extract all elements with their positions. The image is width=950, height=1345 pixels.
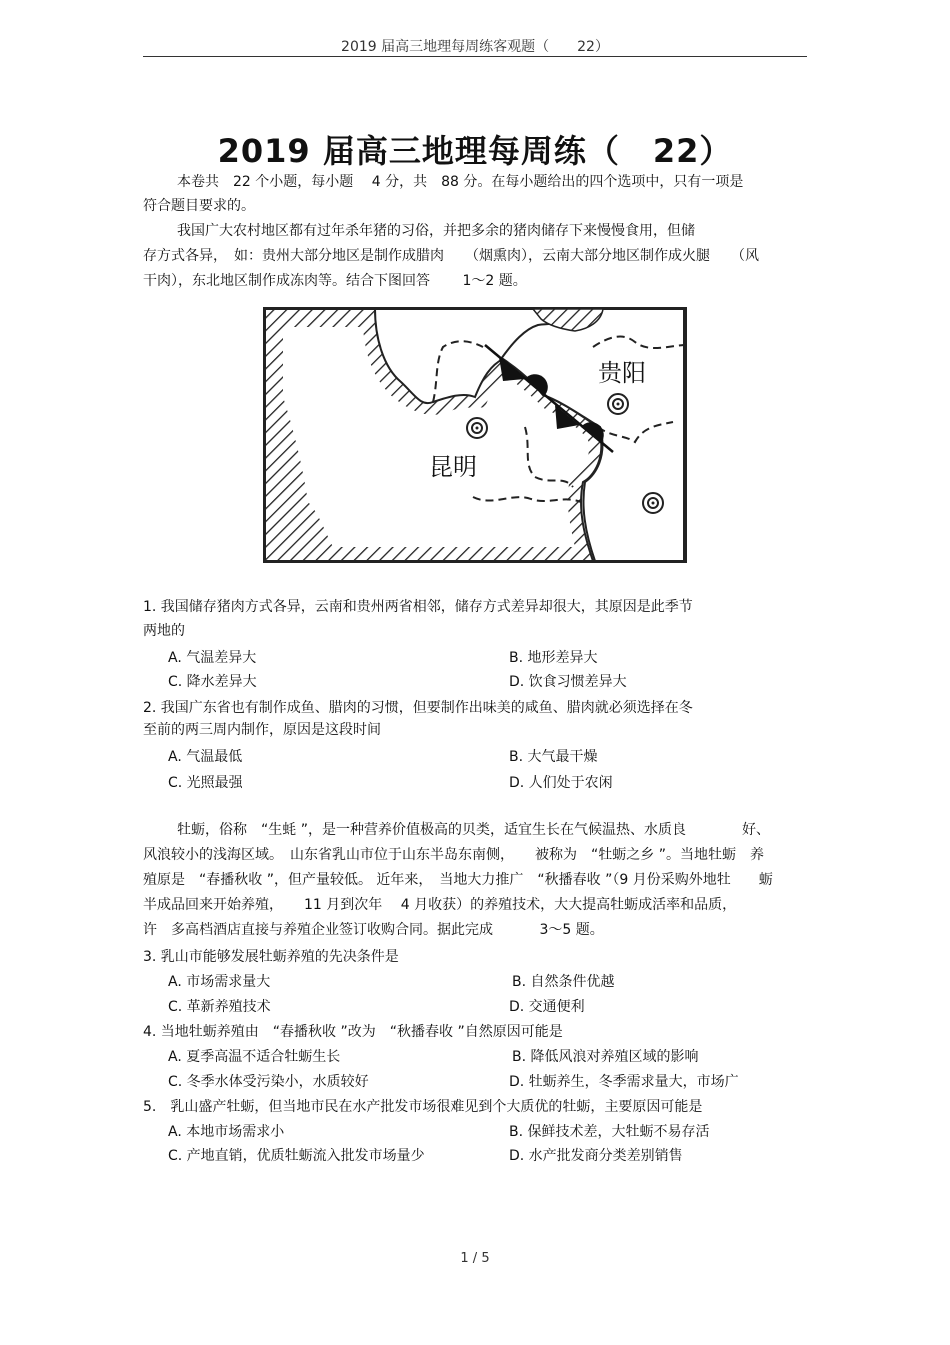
- intro-line-1: 本卷共 22 个小题，每小题 4 分，共 88 分。在每小题给出的四个选项中，只有一项是: [177, 174, 744, 190]
- passage1-line-1: 我国广大农村地区都有过年杀年猪的习俗，并把多余的猪肉储存下来慢慢食用，但储: [177, 223, 695, 239]
- q2-option-c: C. 光照最强: [168, 775, 243, 791]
- passage2-line-1: 牡蛎，俗称 “生蚝 ”，是一种营养价值极高的贝类，适宜生长在气候温热、水质良 好、: [177, 822, 770, 838]
- q2-option-b: B. 大气最干燥: [509, 749, 598, 765]
- q2-stem-line-2: 至前的两三周内制作，原因是这段时间: [143, 722, 381, 738]
- passage2-line-4: 半成品回来开始养殖， 11 月到次年 4 月收获）的养殖技术，大大提高牡蛎成活率和品质，: [143, 897, 737, 913]
- label-kunming: 昆明: [429, 453, 477, 481]
- intro-line-2: 符合题目要求的。: [143, 198, 255, 214]
- q1-stem-line-2: 两地的: [143, 623, 185, 639]
- passage2-line-5: 许 多高档酒店直接与养殖企业签订收购合同。据此完成 3～5 题。: [143, 922, 604, 938]
- q3-option-c: C. 革新养殖技术: [168, 999, 271, 1015]
- q2-option-a: A. 气温最低: [168, 749, 243, 765]
- page-title: 2019 届高三地理每周练（ 22）: [217, 132, 733, 170]
- q1-stem-line-1: 1. 我国储存猪肉方式各异，云南和贵州两省相邻，储存方式差异却很大，其原因是此季节: [143, 599, 693, 615]
- q4-option-a: A. 夏季高温不适合牡蛎生长: [168, 1049, 341, 1065]
- q1-option-d: D. 饮食习惯差异大: [509, 674, 627, 690]
- q4-stem: 4. 当地牡蛎养殖由 “春播秋收 ”改为 “秋播春收 ”自然原因可能是: [143, 1024, 563, 1040]
- q1-option-c: C. 降水差异大: [168, 674, 257, 690]
- q1-option-b: B. 地形差异大: [509, 650, 598, 666]
- q5-option-c: C. 产地直销，优质牡蛎流入批发市场量少: [168, 1148, 425, 1164]
- q5-option-d: D. 水产批发商分类差别销售: [509, 1148, 683, 1164]
- q4-option-d: D. 牡蛎养生，冬季需求量大，市场广: [509, 1074, 739, 1090]
- q2-option-d: D. 人们处于农闲: [509, 775, 613, 791]
- page-number: 1 / 5: [460, 1251, 490, 1266]
- guizhou-yunnan-map: [263, 307, 687, 569]
- q5-option-a: A. 本地市场需求小: [168, 1124, 285, 1140]
- passage2-line-3: 殖原是 “春播秋收 ”，但产量较低。 近年来， 当地大力推广 “秋播春收 ”（9 月份采购外地牡 蛎: [143, 872, 773, 888]
- q3-option-b: B. 自然条件优越: [512, 974, 615, 990]
- page-header: 2019 届高三地理每周练客观题（ 22）: [341, 39, 609, 55]
- q2-stem-line-1: 2. 我国广东省也有制作成鱼、腊肉的习惯，但要制作出味美的咸鱼、腊肉就必须选择在冬: [143, 700, 693, 716]
- passage2-line-2: 风浪较小的浅海区域。 山东省乳山市位于山东半岛东南侧， 被称为 “牡蛎之乡 ”。当地牡蛎 养: [143, 847, 764, 863]
- passage1-line-3: 干肉），东北地区制作成冻肉等。结合下图回答 1～2 题。: [143, 273, 527, 289]
- q4-option-c: C. 冬季水体受污染小，水质较好: [168, 1074, 369, 1090]
- q5-stem: 5. 乳山盛产牡蛎，但当地市民在水产批发市场很难见到个大质优的牡蛎，主要原因可能是: [143, 1099, 703, 1115]
- label-guiyang: 贵阳: [598, 359, 646, 387]
- header-rule: [143, 56, 807, 57]
- q4-option-b: B. 降低风浪对养殖区域的影响: [512, 1049, 699, 1065]
- q3-option-d: D. 交通便利: [509, 999, 585, 1015]
- q3-stem: 3. 乳山市能够发展牡蛎养殖的先决条件是: [143, 949, 399, 965]
- q5-option-b: B. 保鲜技术差，大牡蛎不易存活: [509, 1124, 710, 1140]
- q1-option-a: A. 气温差异大: [168, 650, 257, 666]
- q3-option-a: A. 市场需求量大: [168, 974, 271, 990]
- passage1-line-2: 存方式各异， 如：贵州大部分地区是制作成腊肉 （烟熏肉），云南大部分地区制作成火腿 （风: [143, 248, 759, 264]
